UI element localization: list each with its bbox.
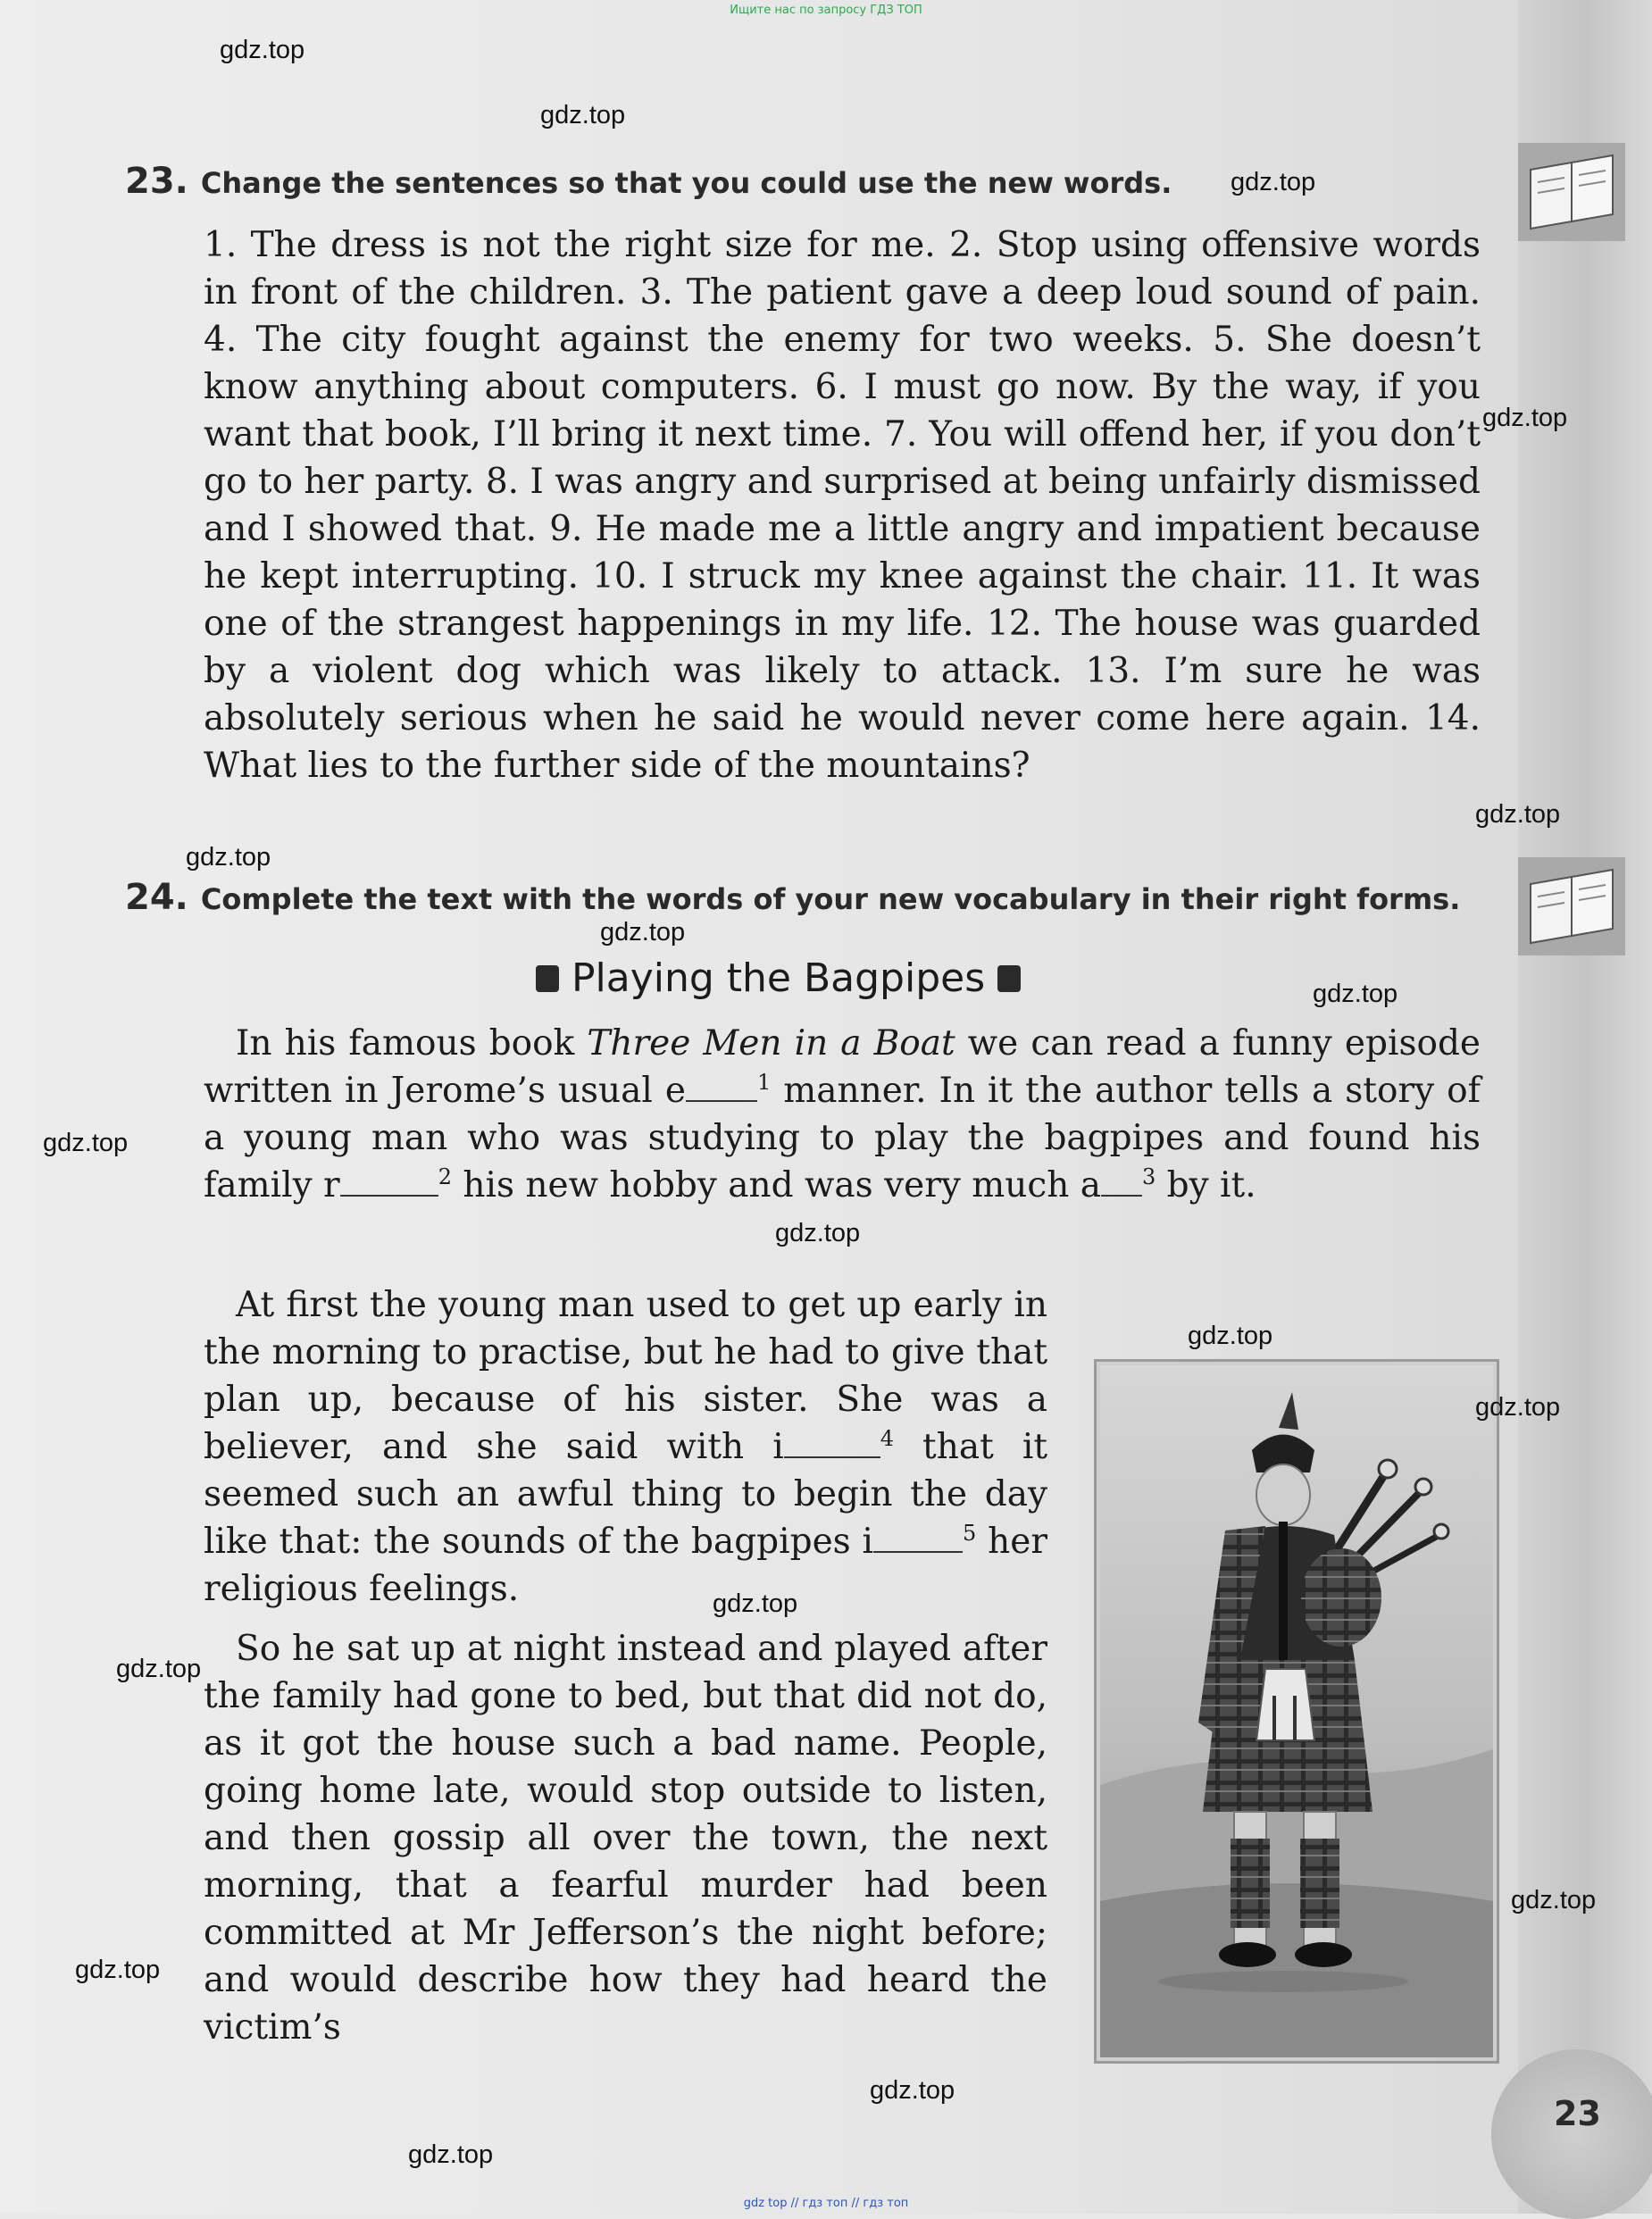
blank-gap	[340, 1168, 438, 1197]
page-number: 23	[1554, 2094, 1601, 2133]
story-title	[536, 955, 1021, 1001]
watermark: gdz.top	[870, 2076, 955, 2105]
story-text: we can read a funny episode written in Jerome’s usual e	[204, 1023, 1481, 1111]
gap-number: 5	[963, 1521, 977, 1546]
bottom-banner: gdz top // гдз топ // гдз топ	[743, 2197, 909, 2210]
story-text: by it.	[1156, 1165, 1256, 1205]
blank-gap	[1101, 1168, 1142, 1197]
book-title: Three Men in a Boat	[587, 1023, 955, 1064]
gap-number: 3	[1141, 1164, 1156, 1189]
watermark: gdz.top	[1511, 1886, 1597, 1915]
blank-gap	[686, 1073, 757, 1102]
book-icon	[1518, 857, 1625, 955]
page-number-badge	[1491, 2049, 1652, 2219]
watermark: gdz.top	[1482, 404, 1568, 432]
title-bullet-icon	[536, 965, 559, 992]
watermark: gdz.top	[1475, 800, 1561, 829]
watermark: gdz.top	[1475, 1393, 1561, 1422]
story-title-text: Playing the Bagpipes	[572, 955, 986, 1001]
story-text: So he sat up at night instead and played after the family had gone to bed, but that did not do, as it got the house such a bad name. People, going home late, would stop outside to listen, and then gossip all over the town, the next morning, that a fearful murder had been committed at Mr Jefferson’s the night before; and would describe how they had heard the victim’s	[204, 1629, 1047, 2048]
title-bullet-icon	[997, 965, 1021, 992]
story-text: In his famous book	[236, 1023, 588, 1064]
watermark: gdz.top	[1313, 980, 1398, 1008]
gap-number: 2	[438, 1164, 452, 1189]
gap-number: 1	[756, 1070, 772, 1095]
watermark: gdz.top	[1231, 168, 1316, 196]
exercise-instruction: Change the sentences so that you could use the new words.	[200, 166, 1172, 200]
top-banner: Ищите нас по запросу ГДЗ ТОП	[730, 4, 922, 17]
watermark: gdz.top	[408, 2140, 494, 2169]
watermark: gdz.top	[1188, 1322, 1273, 1350]
watermark: gdz.top	[713, 1589, 798, 1618]
watermark: gdz.top	[600, 918, 686, 947]
exercise-instruction: Complete the text with the words of your new vocabulary in their right forms.	[200, 882, 1461, 916]
exercise-number: 23.	[125, 161, 188, 202]
gap-number: 4	[880, 1426, 894, 1451]
story-text: his new hobby and was very much a	[451, 1165, 1101, 1205]
story-paragraph-1	[204, 1020, 1481, 1209]
exercise-number: 24.	[125, 877, 188, 918]
story-text: her religious feelings.	[204, 1522, 1047, 1609]
watermark: gdz.top	[43, 1129, 129, 1157]
story-text: manner. In it the author tells a story of a young man who was studying to play the bagpipes and found his family r	[204, 1071, 1481, 1205]
watermark: gdz.top	[775, 1219, 861, 1247]
page-edge	[1518, 0, 1652, 2214]
story-paragraph-3	[204, 1625, 1047, 2051]
watermark: gdz.top	[75, 1956, 161, 1984]
bagpiper-photo	[1097, 1362, 1497, 2061]
blank-gap	[784, 1430, 880, 1458]
story-text: that it seemed such an awful thing to begin the day like that: the sounds of the bagpipes i	[204, 1427, 1047, 1562]
exercise-23-text: 1. The dress is not the right size for me. 2. Stop using offensive words in front of the children. 3. The patient gave a deep loud sound of pain. 4. The city fought against the enemy for two weeks. 5. She doesn’t know anything about computers. 6. I must go now. By the way, if you want that book, I’ll bring it next time. 7. You will offend her, if you don’t go to her party. 8. I was angry and surprised at being unfairly dismissed and I showed that. 9. He made me a little angry and impatient because he kept interrupting. 10. I struck my knee against the chair. 11. It was one of the strangest happenings in my life. 12. The house was guarded by a violent dog which was likely to attack. 13. I’m sure he was absolutely serious when he said he would never come here again. 14. What lies to the further side of the mountains?	[204, 225, 1481, 786]
exercise-23-heading	[125, 161, 1172, 202]
watermark: gdz.top	[116, 1655, 202, 1683]
exercise-24-heading	[125, 877, 1460, 918]
story-paragraph-2	[204, 1281, 1047, 1613]
watermark: gdz.top	[540, 101, 626, 129]
watermark: gdz.top	[186, 843, 271, 872]
watermark: gdz.top	[220, 36, 305, 64]
story-text: At first the young man used to get up early in the morning to practise, but he had to give that plan up, because of his sister. She was a believer, and she said with i	[204, 1285, 1047, 1467]
blank-gap	[873, 1524, 963, 1553]
book-icon	[1518, 143, 1625, 241]
